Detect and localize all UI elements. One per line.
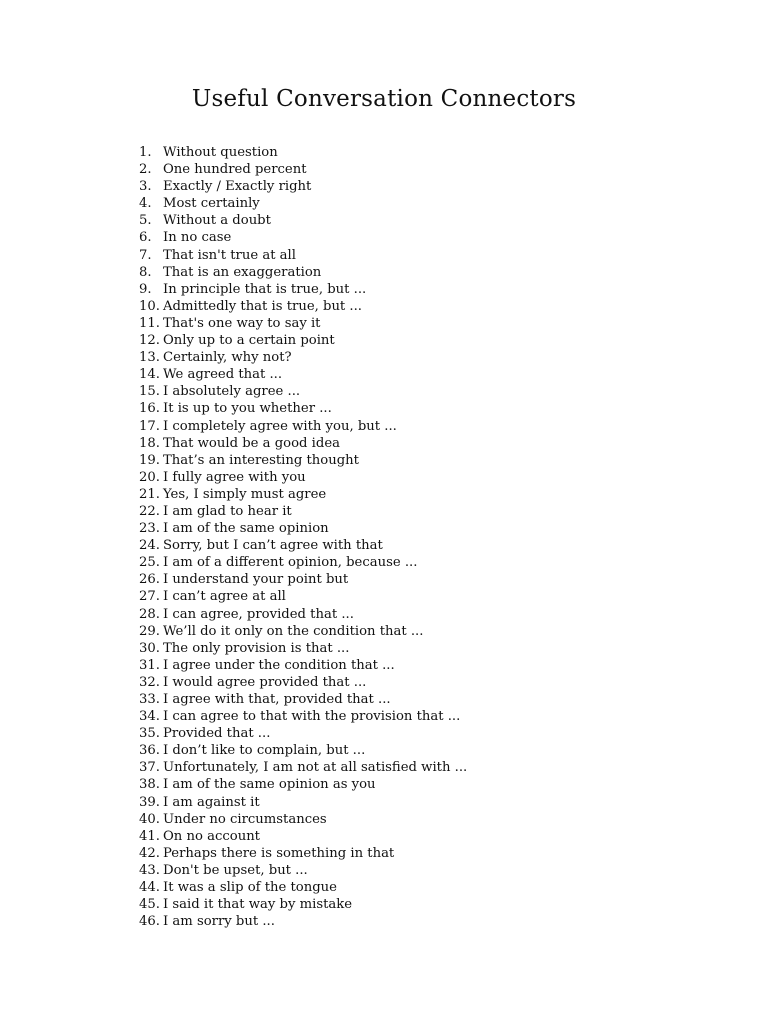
- list-item-text: Unfortunately, I am not at all satisfied with ...: [163, 760, 468, 776]
- list-item-number: 22.: [139, 503, 160, 519]
- list-item-text: Provided that ...: [163, 726, 271, 742]
- list-item-number: 40.: [139, 811, 160, 827]
- list-item-text: That isn't true at all: [163, 247, 296, 263]
- list-item-text: I agree with that, provided that ...: [163, 692, 391, 707]
- list-item-text: That’s an interesting thought: [163, 452, 359, 468]
- list-item-text: I can agree to that with the provision that ...: [163, 709, 461, 725]
- list-item-number: 14.: [139, 367, 160, 383]
- list-item: [139, 896, 467, 913]
- list-item-number: 41.: [139, 828, 160, 844]
- list-item-text: I said it that way by mistake: [163, 897, 353, 913]
- list-item-number: 15.: [139, 384, 160, 400]
- list-item-number: 30.: [139, 640, 160, 656]
- list-item-number: 28.: [139, 606, 160, 622]
- list-item: [139, 862, 467, 879]
- list-item-number: 10.: [139, 298, 160, 314]
- list-item-text: I am of the same opinion: [163, 521, 329, 537]
- list-item-text: I can’t agree at all: [163, 589, 286, 605]
- list-item-number: 31.: [139, 657, 160, 673]
- list-item: [139, 691, 467, 708]
- list-item-number: 24.: [139, 538, 160, 554]
- list-item: [139, 332, 467, 349]
- list-item-text: Only up to a certain point: [163, 333, 335, 349]
- list-item-text: Don't be upset, but ...: [163, 862, 308, 878]
- list-item-text: I fully agree with you: [163, 469, 306, 485]
- list-item: [139, 623, 467, 640]
- list-item: [139, 195, 467, 212]
- list-item-text: That's one way to say it: [163, 315, 321, 331]
- list-item-text: Without a doubt: [163, 213, 271, 229]
- list-item: [139, 794, 467, 811]
- list-item-text: In principle that is true, but ...: [163, 281, 367, 297]
- list-item-number: 1.: [139, 145, 152, 160]
- list-item: [139, 537, 467, 554]
- list-item: [139, 828, 467, 845]
- list-item-text: It is up to you whether ...: [163, 401, 332, 417]
- list-item: [139, 571, 467, 588]
- list-item: [139, 212, 467, 229]
- list-item-number: 38.: [139, 777, 160, 793]
- list-item: [139, 486, 467, 503]
- list-item-number: 9.: [139, 281, 152, 297]
- list-item-number: 46.: [139, 914, 160, 930]
- list-item-number: 8.: [139, 264, 152, 280]
- list-item-number: 13.: [139, 350, 160, 366]
- list-item: [139, 298, 467, 315]
- list-item-text: I am against it: [163, 794, 260, 810]
- list-item: [139, 161, 467, 178]
- list-item-text: That would be a good idea: [163, 435, 340, 451]
- list-item-text: Most certainly: [163, 196, 260, 212]
- list-item: [139, 606, 467, 623]
- list-item-number: 29.: [139, 623, 160, 639]
- list-item-text: Yes, I simply must agree: [163, 486, 327, 502]
- list-item-text: In no case: [163, 230, 232, 246]
- list-item-number: 16.: [139, 401, 160, 417]
- list-item-number: 36.: [139, 743, 160, 759]
- list-item: [139, 452, 467, 469]
- list-item: [139, 229, 467, 246]
- list-item-text: I am of a different opinion, because ...: [163, 555, 418, 571]
- list-item: [139, 503, 467, 520]
- list-item-number: 39.: [139, 794, 160, 810]
- list-item-number: 3.: [139, 179, 152, 195]
- list-item-text: We agreed that ...: [163, 367, 283, 383]
- list-item: [139, 247, 467, 264]
- list-item-text: Under no circumstances: [163, 811, 327, 827]
- list-item-text: I am glad to hear it: [163, 503, 292, 519]
- list-item-number: 7.: [139, 247, 152, 263]
- list-item-number: 33.: [139, 692, 160, 707]
- list-item-number: 26.: [139, 572, 160, 588]
- list-item: [139, 178, 467, 195]
- list-item-text: I agree under the condition that ...: [163, 657, 395, 673]
- list-item: [139, 776, 467, 793]
- list-item-text: I absolutely agree ...: [163, 384, 301, 400]
- list-item: [139, 640, 467, 657]
- list-item: [139, 281, 467, 298]
- list-item-number: 37.: [139, 760, 160, 776]
- list-item-number: 34.: [139, 709, 160, 725]
- list-item: [139, 264, 467, 281]
- list-item: [139, 913, 467, 930]
- list-item-number: 6.: [139, 230, 152, 246]
- page-title: Useful Conversation Connectors: [191, 86, 577, 112]
- list-item: [139, 400, 467, 417]
- list-item-text: On no account: [163, 828, 260, 844]
- list-item-number: 11.: [139, 315, 160, 331]
- list-item-text: Perhaps there is something in that: [163, 845, 395, 861]
- list-item-text: We’ll do it only on the condition that ...: [163, 623, 424, 639]
- list-item-number: 2.: [139, 162, 152, 178]
- list-item-number: 35.: [139, 726, 160, 742]
- list-item-number: 20.: [139, 469, 160, 485]
- list-item-number: 25.: [139, 555, 160, 571]
- list-item-text: Without question: [163, 145, 278, 160]
- list-item: [139, 435, 467, 452]
- list-item: [139, 725, 467, 742]
- list-item: [139, 418, 467, 435]
- list-item-text: I am of the same opinion as you: [163, 777, 376, 793]
- list-item: [139, 742, 467, 759]
- list-item: [139, 845, 467, 862]
- list-item-number: 4.: [139, 196, 152, 212]
- list-item-number: 45.: [139, 897, 160, 913]
- list-item-number: 19.: [139, 452, 160, 468]
- list-item: [139, 811, 467, 828]
- list-item-text: I am sorry but ...: [163, 914, 275, 930]
- list-item: [139, 315, 467, 332]
- list-item-number: 21.: [139, 486, 160, 502]
- list-item: [139, 520, 467, 537]
- list-item-text: I understand your point but: [163, 572, 349, 588]
- list-item: [139, 144, 467, 161]
- list-item-number: 12.: [139, 333, 160, 349]
- list-item-text: Sorry, but I can’t agree with that: [163, 538, 383, 554]
- list-item-text: Admittedly that is true, but ...: [163, 298, 363, 314]
- list-item-text: I don’t like to complain, but ...: [163, 743, 366, 759]
- list-item-text: I would agree provided that ...: [163, 674, 367, 690]
- list-item-text: It was a slip of the tongue: [163, 880, 337, 896]
- list-item: [139, 588, 467, 605]
- list-item-text: Certainly, why not?: [163, 350, 292, 366]
- list-item-text: I completely agree with you, but ...: [163, 418, 397, 434]
- list-item-number: 18.: [139, 435, 160, 451]
- list-item-text: Exactly / Exactly right: [163, 179, 312, 195]
- list-item: [139, 383, 467, 400]
- list-item-number: 44.: [139, 880, 160, 896]
- connector-list: [139, 144, 467, 930]
- list-item-text: The only provision is that ...: [163, 640, 350, 656]
- list-item-text: That is an exaggeration: [163, 264, 322, 280]
- list-item-number: 23.: [139, 521, 160, 537]
- list-item-number: 42.: [139, 845, 160, 861]
- list-item: [139, 554, 467, 571]
- list-item-number: 17.: [139, 418, 160, 434]
- list-item: [139, 759, 467, 776]
- list-item: [139, 674, 467, 691]
- list-item: [139, 879, 467, 896]
- list-item: [139, 657, 467, 674]
- list-item: [139, 469, 467, 486]
- list-item-number: 32.: [139, 674, 160, 690]
- list-item-number: 27.: [139, 589, 160, 605]
- list-item-text: One hundred percent: [163, 162, 307, 178]
- list-item-text: I can agree, provided that ...: [163, 606, 354, 622]
- list-item: [139, 708, 467, 725]
- list-item: [139, 349, 467, 366]
- list-item: [139, 366, 467, 383]
- list-item-number: 5.: [139, 213, 152, 229]
- list-item-number: 43.: [139, 862, 160, 878]
